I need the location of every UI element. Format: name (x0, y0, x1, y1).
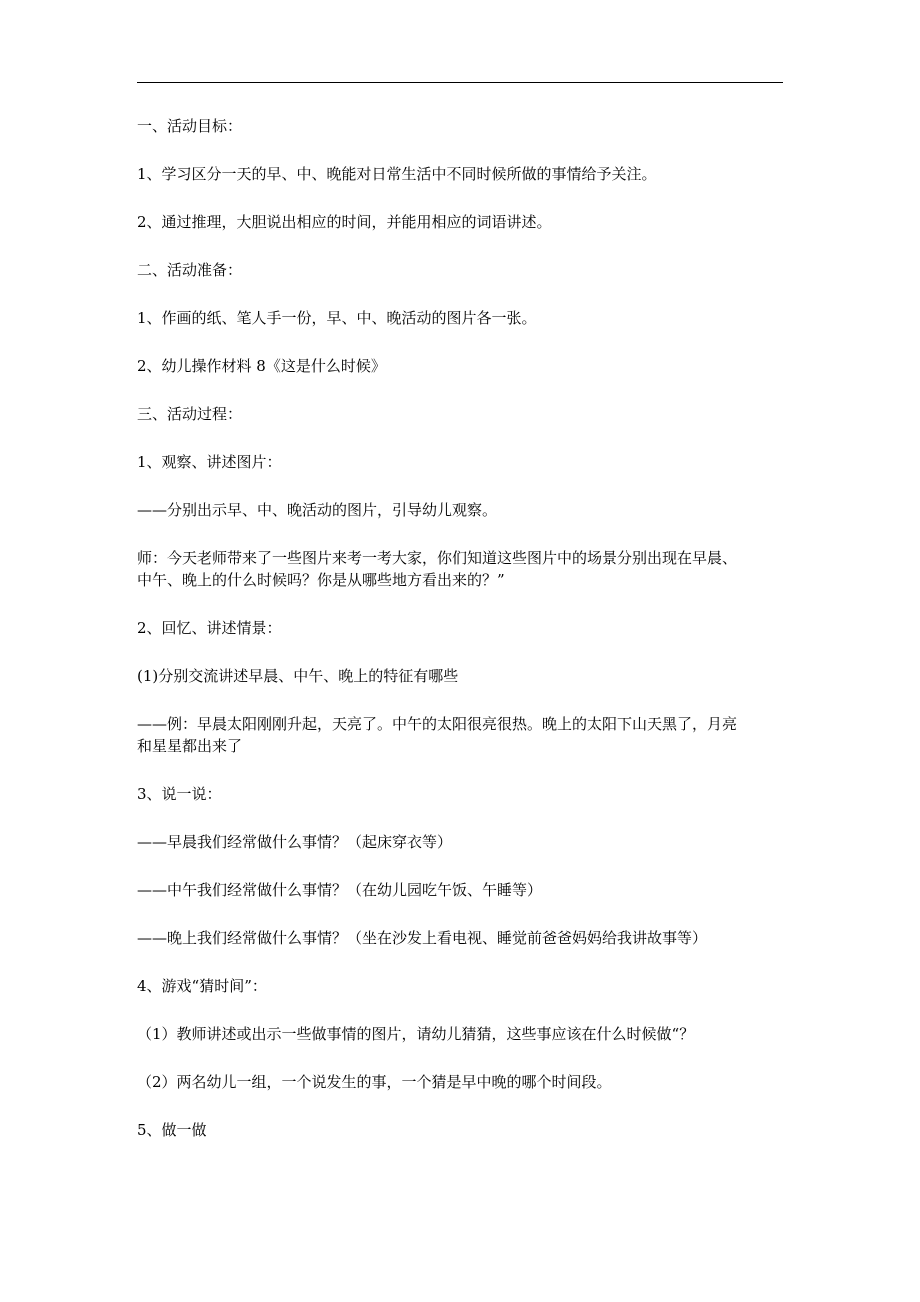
text-line: 1、学习区分一天的早、中、晚能对日常生活中不同时候所做的事情给予关注。 (137, 165, 657, 183)
paragraph (137, 163, 787, 185)
paragraph (137, 975, 787, 997)
text-line: ——中午我们经常做什么事情？（在幼儿园吃午饭、午睡等） (137, 881, 543, 899)
paragraph (137, 499, 787, 521)
text-line: ——早晨我们经常做什么事情？（起床穿衣等） (137, 833, 453, 851)
text-line: 师：今天老师带来了一些图片来考一考大家，你们知道这些图片中的场景分别出现在早晨、 (137, 549, 738, 567)
paragraph (137, 927, 787, 949)
text-line: 5、做一做 (137, 1121, 207, 1139)
paragraph (137, 1119, 787, 1141)
paragraph (137, 1071, 787, 1093)
heading-process (137, 403, 787, 425)
text-line: 中午、晚上的什么时候吗？你是从哪些地方看出来的？” (137, 571, 505, 589)
text-line: (1)分别交流讲述早晨、中午、晚上的特征有哪些 (137, 667, 459, 685)
text-line: 2、幼儿操作材料 8《这是什么时候》 (137, 357, 386, 375)
paragraph (137, 783, 787, 805)
text-line: 2、回忆、讲述情景： (137, 619, 282, 637)
document-body (137, 115, 787, 1167)
text-line: 2、通过推理，大胆说出相应的时间，并能用相应的词语讲述。 (137, 213, 552, 231)
paragraph (137, 211, 787, 233)
text-line: 二、活动准备： (137, 261, 243, 279)
text-line: （2）两名幼儿一组，一个说发生的事，一个猜是早中晚的哪个时间段。 (137, 1073, 612, 1091)
heading-preparation (137, 259, 787, 281)
text-line: 3、说一说： (137, 785, 222, 803)
text-line: （1）教师讲述或出示一些做事情的图片，请幼儿猜猜，这些事应该在什么时候做“？ (137, 1025, 695, 1043)
paragraph (137, 547, 787, 591)
text-line: ——晚上我们经常做什么事情？（坐在沙发上看电视、睡觉前爸爸妈妈给我讲故事等） (137, 929, 708, 947)
paragraph (137, 713, 787, 757)
paragraph (137, 307, 787, 329)
text-line: 和星星都出来了 (137, 737, 243, 755)
text-line: ——分别出示早、中、晚活动的图片，引导幼儿观察。 (137, 501, 498, 519)
paragraph (137, 1023, 787, 1045)
text-line: 三、活动过程： (137, 405, 243, 423)
paragraph (137, 665, 787, 687)
paragraph (137, 831, 787, 853)
text-line: ——例：早晨太阳刚刚升起，天亮了。中午的太阳很亮很热。晚上的太阳下山天黑了，月亮 (137, 715, 738, 733)
heading-goals (137, 115, 787, 137)
paragraph (137, 617, 787, 639)
paragraph (137, 355, 787, 377)
text-line: 1、观察、讲述图片： (137, 453, 282, 471)
text-line: 4、游戏“猜时间”： (137, 977, 267, 995)
text-line: 1、作画的纸、笔人手一份，早、中、晚活动的图片各一张。 (137, 309, 537, 327)
header-rule (137, 82, 783, 83)
paragraph (137, 879, 787, 901)
text-line: 一、活动目标： (137, 117, 243, 135)
paragraph (137, 451, 787, 473)
